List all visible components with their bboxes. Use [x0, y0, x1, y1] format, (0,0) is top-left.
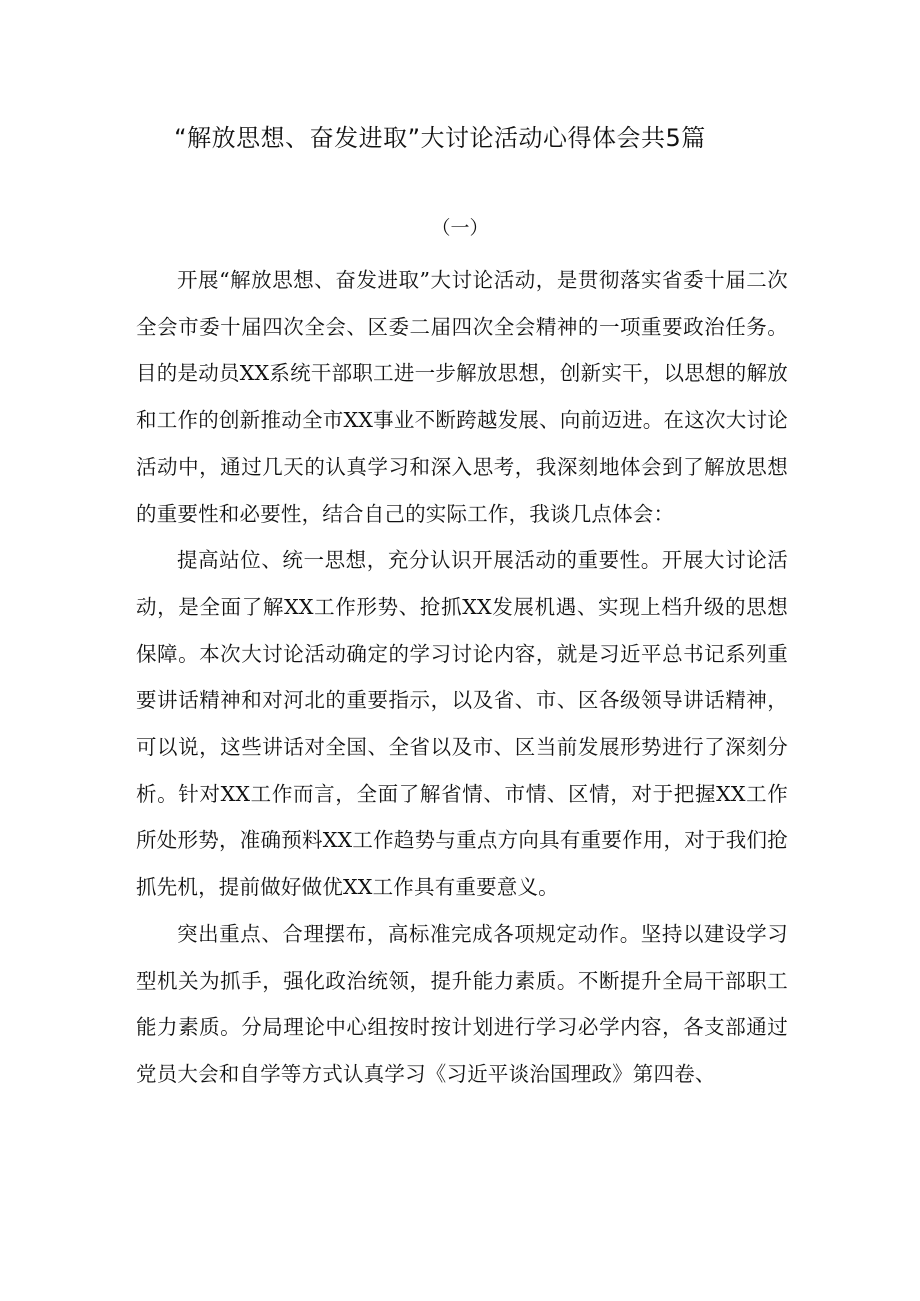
paragraph: 开展“解放思想、奋发进取”大讨论活动，是贯彻落实省委十届二次全会市委十届四次全会、区委二届四次全会精神的一项重要政治任务。目的是动员XX系统干部职工进一步解放思想，创新实干，以思想的解放和工作的创新推动全市XX事业不断跨越发展、向前迈进。在这次大讨论活动中，通过几天的认真学习和深入思考，我深刻地体会到了解放思想的重要性和必要性，结合自己的实际工作，我谈几点体会：: [136, 268, 788, 526]
section-number: （一）: [431, 217, 489, 239]
document-body: [136, 257, 788, 1098]
paragraph: 提高站位、统一思想，充分认识开展活动的重要性。开展大讨论活动，是全面了解XX工作形势、抢抓XX发展机遇、实现上档升级的思想保障。本次大讨论活动确定的学习讨论内容，就是习近平总书记系列重要讲话精神和对河北的重要指示，以及省、市、区各级领导讲话精神，可以说，这些讲话对全国、全省以及市、区当前发展形势进行了深刻分析。针对XX工作而言，全面了解省情、市情、区情，对于把握XX工作所处形势，准确预料XX工作趋势与重点方向具有重要作用，对于我们抢抓先机，提前做好做优XX工作具有重要意义。: [136, 548, 788, 900]
document-title: “解放思想、奋发进取”大讨论活动心得体会共5篇: [174, 124, 706, 152]
paragraph: 突出重点、合理摆布，高标准完成各项规定动作。坚持以建设学习型机关为抓手，强化政治统领，提升能力素质。不断提升全局干部职工能力素质。分局理论中心组按时按计划进行学习必学内容，各支部通过党员大会和自学等方式认真学习《习近平谈治国理政》第四卷、: [136, 921, 788, 1086]
